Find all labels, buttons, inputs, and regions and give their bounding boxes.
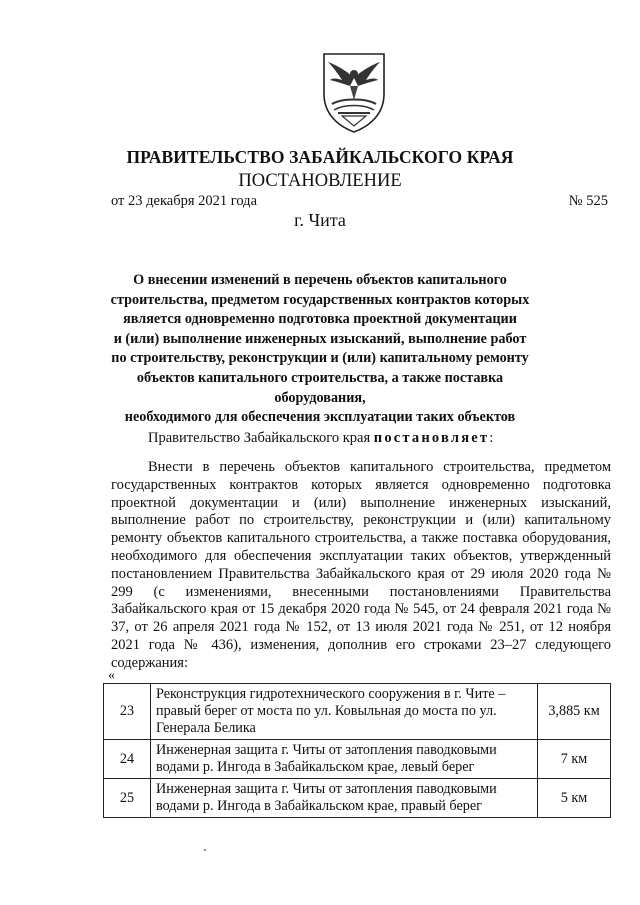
coat-of-arms-icon: [320, 48, 388, 134]
city: г. Чита: [294, 210, 346, 230]
document-number: № 525: [568, 193, 608, 209]
objects-table: [103, 683, 611, 818]
opening-quote: «: [108, 668, 115, 683]
row-number: 23: [104, 684, 151, 740]
row-number: 24: [104, 740, 151, 779]
document-date: от 23 декабря 2021 года: [111, 193, 257, 209]
table-row: [104, 684, 611, 740]
preamble-lead: Правительство Забайкальского края: [148, 430, 374, 446]
table-row: [104, 779, 611, 818]
document-type: ПОСТАНОВЛЕНИЕ: [238, 171, 402, 191]
document-subject: [90, 271, 550, 428]
preamble: [148, 430, 493, 447]
object-name: Реконструкция гидротехнического сооружения в г. Чите – правый берег от моста по ул. Ковыльная до моста по ул. Генерала Белика: [151, 684, 538, 740]
subject-line: является одновременно подготовка проектной документации: [123, 311, 517, 328]
body-paragraph: Внести в перечень объектов капитального строительства, предметом государственных контрактов которых является одновременно подготовка проектной документации и (или) выполнение инженерных изысканий, выполнение работ по строительству, реконструкции и (или) капитальному ремонту объектов капитального строительства, а также поставка оборудования, необходимого для обеспечения эксплуатации таких объектов, утвержденный постановлением Правительства Забайкальского края от 29 июля 2020 года № 299 (с изменениями, внесенными постановлениями Правительства Забайкальского края от 15 декабря 2020 года № 545, от 24 февраля 2021 года № 37, от 26 апреля 2021 года № 152, от 13 июля 2021 года № 251, от 12 ноября 2021 года № 436), изменения, дополнив его строками 23–27 следующего содержания:: [111, 459, 611, 671]
object-length: 7 км: [538, 740, 611, 779]
subject-line: и (или) выполнение инженерных изысканий, выполнение работ: [113, 330, 527, 347]
object-name: Инженерная защита г. Читы от затопления паводковыми водами р. Ингода в Забайкальском крае, левый берег: [151, 740, 538, 779]
subject-line: строительства, предметом государственных контрактов которых: [110, 291, 530, 308]
scan-artifact: [204, 849, 206, 851]
object-length: 5 км: [538, 779, 611, 818]
subject-line: О внесении изменений в перечень объектов капитального: [133, 272, 507, 288]
subject-line: по строительству, реконструкции и (или) капитальному ремонту: [111, 350, 529, 367]
subject-line: объектов капитального строительства, а также поставка оборудования,: [136, 369, 504, 406]
preamble-verb: постановляет: [373, 430, 490, 446]
subject-line: необходимого для обеспечения эксплуатации таких объектов: [124, 409, 516, 426]
object-name: Инженерная защита г. Читы от затопления паводковыми водами р. Ингода в Забайкальском крае, правый берег: [151, 779, 538, 818]
object-length: 3,885 км: [538, 684, 611, 740]
row-number: 25: [104, 779, 151, 818]
preamble-colon: :: [489, 430, 494, 446]
table-row: [104, 740, 611, 779]
government-title: ПРАВИТЕЛЬСТВО ЗАБАЙКАЛЬСКОГО КРАЯ: [126, 147, 514, 167]
